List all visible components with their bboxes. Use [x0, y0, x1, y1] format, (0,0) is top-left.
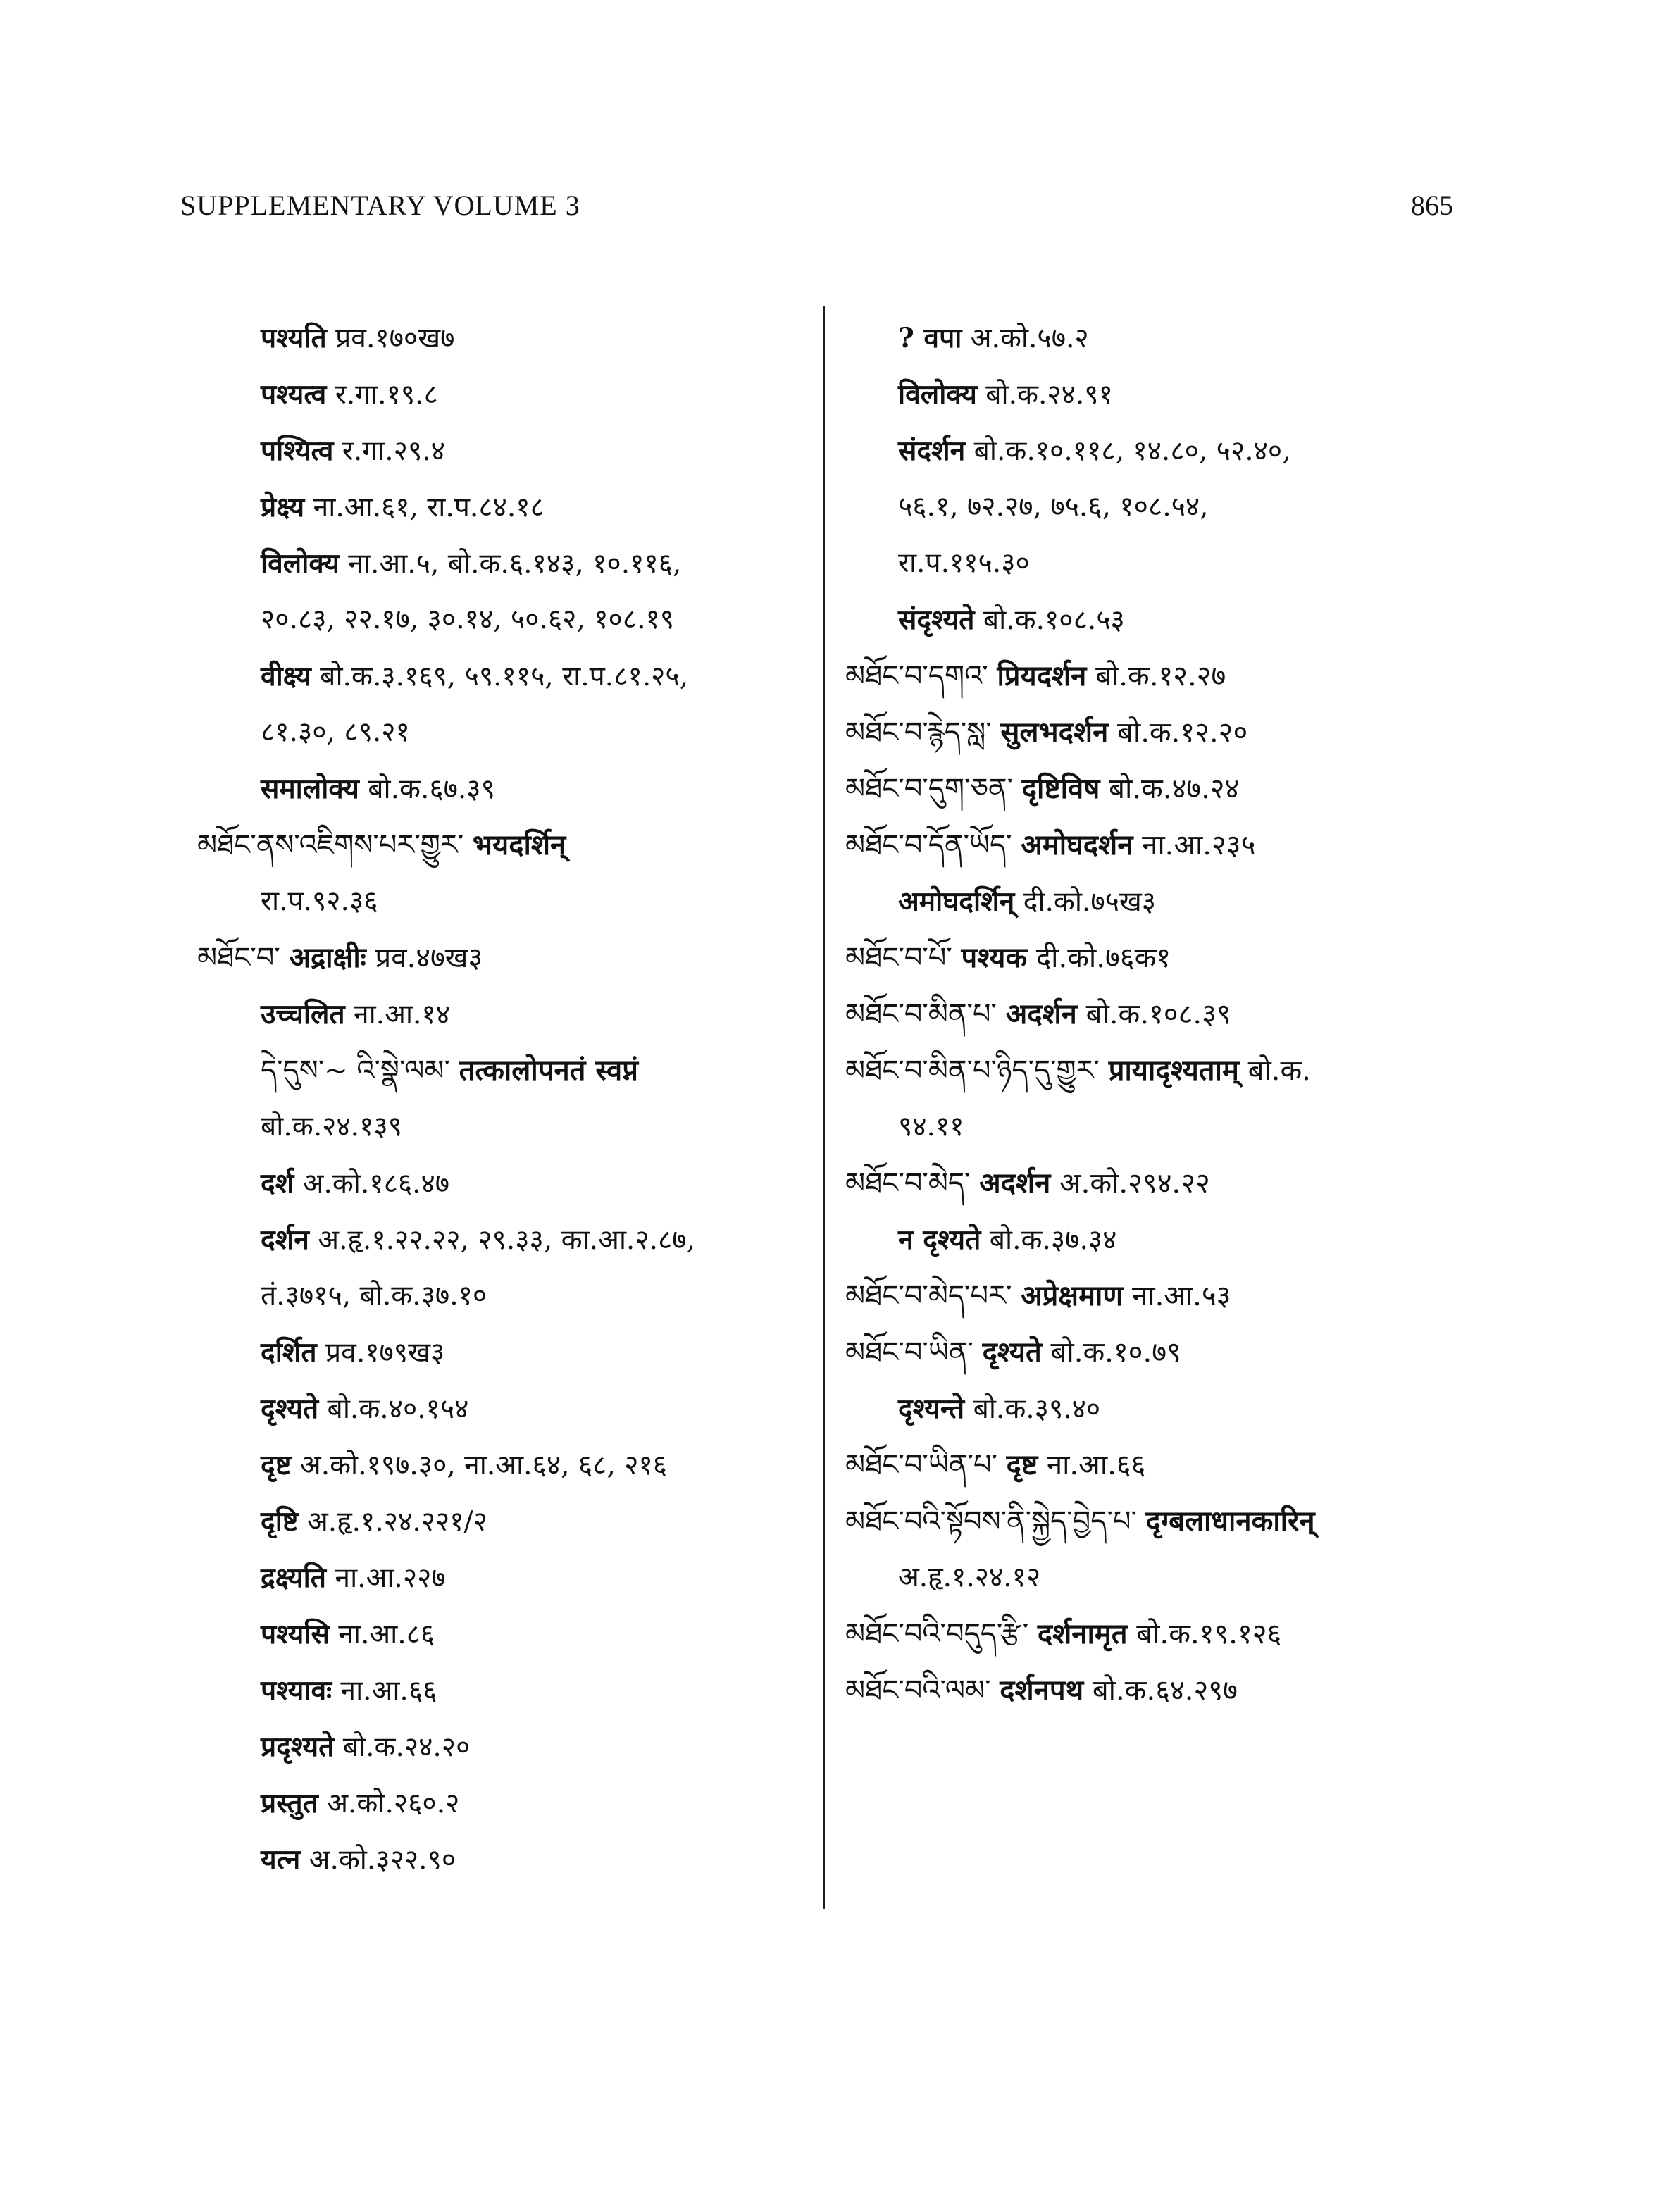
sanskrit-headword: समालोक्य [261, 773, 359, 805]
source-reference: बो.क.६४.२९७ [1092, 1674, 1238, 1707]
dictionary-entry [197, 704, 817, 761]
dictionary-entry [197, 310, 817, 366]
tibetan-headword: མཐོང་བ་ཡིན་ [845, 1336, 973, 1369]
tibetan-headword: མཐོང་བའི་བདུད་རྩི་ [845, 1618, 1029, 1650]
running-head: SUPPLEMENTARY VOLUME 3 [180, 189, 580, 221]
sanskrit-headword: दर्शनपथ [1000, 1674, 1084, 1707]
sanskrit-headword: अद्राक्षीः [289, 941, 366, 974]
page-number: 865 [1411, 189, 1453, 221]
tibetan-headword: མཐོང་བའི་ལམ་ [845, 1674, 991, 1707]
dictionary-entry [197, 423, 817, 479]
sanskrit-headword: पश्यावः [261, 1674, 332, 1707]
sanskrit-headword: प्रस्तुत [261, 1787, 318, 1819]
source-reference: अ.को.२६०.२ [327, 1788, 460, 1819]
source-reference: अ.को.२९४.२२ [1059, 1167, 1210, 1200]
source-reference: बो.क.१९.१२६ [1136, 1618, 1282, 1650]
source-reference: अ.को.५७.२ [970, 323, 1089, 354]
sanskrit-headword: सुलभदर्शन [1000, 716, 1109, 749]
dictionary-entry [197, 1493, 817, 1550]
source-reference: र.गा.१९.८ [335, 379, 438, 411]
dictionary-entry [845, 535, 1465, 592]
dictionary-entry [197, 1099, 817, 1155]
sanskrit-headword: दृश्यन्ते [898, 1393, 965, 1425]
sanskrit-headword: प्रेक्ष्य [261, 491, 305, 523]
tibetan-headword: མཐོང་བའི་སྟོབས་ནི་སྐྱེད་བྱེད་པ་ [845, 1505, 1137, 1538]
source-reference: बो.क.२४.१३९ [261, 1111, 402, 1143]
dictionary-entry [845, 704, 1465, 761]
dictionary-entry [845, 817, 1465, 873]
source-reference: दी.को.७६क१ [1035, 942, 1171, 974]
source-reference: बो.क.१०.७९ [1050, 1336, 1181, 1369]
source-reference: दी.को.७५ख३ [1023, 886, 1157, 918]
source-reference: प्रव.४७ख३ [375, 942, 483, 974]
tibetan-headword: མཐོང་བ་དུག་ཅན་ [845, 773, 1013, 805]
sanskrit-headword: उच्चलित [261, 998, 345, 1031]
source-reference: अ.को.१९७.३०, ना.आ.६४, ६८, २१६ [299, 1450, 668, 1481]
source-reference: ना.आ.२३५ [1142, 829, 1256, 861]
sanskrit-headword: पश्यसि [261, 1618, 330, 1650]
sanskrit-headword: दृष्ट [261, 1449, 292, 1481]
source-reference: ना.आ.८६ [338, 1619, 435, 1650]
dictionary-entry [197, 1550, 817, 1606]
dictionary-entry [845, 1212, 1465, 1268]
source-reference: अ.को.१८६.४७ [302, 1168, 450, 1200]
sanskrit-headword: प्रायादृश्यताम् [1108, 1054, 1239, 1087]
source-reference: ८१.३०, ८९.२१ [261, 716, 410, 748]
dictionary-entry [845, 1606, 1465, 1662]
sanskrit-headword: भयदर्शिन् [472, 828, 566, 861]
source-reference: ना.आ.१४ [354, 999, 450, 1031]
tibetan-headword: མཐོང་བ་དགའ་ [845, 660, 988, 692]
sanskrit-headword: ? वपा [898, 322, 962, 354]
sanskrit-headword: संदर्शन [898, 435, 966, 467]
sanskrit-headword: दर्श [261, 1167, 294, 1200]
source-reference: ना.आ.६६ [340, 1675, 437, 1707]
dictionary-entry [845, 930, 1465, 986]
source-reference: र.गा.२९.४ [342, 435, 445, 467]
column-divider [823, 306, 825, 1909]
tibetan-headword: མཐོང་བ་ [197, 942, 280, 974]
sanskrit-headword: दर्शित [261, 1336, 317, 1369]
dictionary-entry [197, 986, 817, 1042]
tibetan-headword: མཐོང་བ་མིན་པ་ [845, 998, 997, 1031]
sanskrit-headword: तत्कालोपनतं स्वप्नं [459, 1054, 638, 1087]
source-reference: बो.क.१०८.५३ [983, 604, 1125, 636]
source-reference: रा.प.११५.३० [898, 547, 1030, 579]
left-column [197, 310, 817, 1888]
sanskrit-headword: दर्शनामृत [1037, 1617, 1128, 1650]
dictionary-entry [845, 1268, 1465, 1324]
source-reference: बो.क.४०.१५४ [327, 1393, 469, 1425]
dictionary-entry [845, 986, 1465, 1042]
sanskrit-headword: द्रक्ष्यति [261, 1562, 327, 1594]
tibetan-headword: མཐོང་བ་མེད་པར་ [845, 1280, 1012, 1312]
source-reference: प्रव.१७९ख३ [325, 1337, 445, 1369]
dictionary-entry [197, 817, 817, 873]
source-reference: तं.३७१५, बो.क.३७.१० [261, 1280, 487, 1312]
dictionary-entry [845, 1662, 1465, 1719]
dictionary-entry [845, 310, 1465, 366]
sanskrit-headword: अमोघदर्शन [1021, 828, 1133, 861]
source-reference: अ.हृ.१.२४.२२१/२ [307, 1506, 487, 1538]
dictionary-entry [845, 592, 1465, 648]
source-reference: ५६.१, ७२.२७, ७५.६, १०८.५४, [898, 491, 1209, 523]
tibetan-headword: མཐོང་བ་རྙེད་སླ་ [845, 716, 992, 749]
sanskrit-headword: दृश्यते [261, 1393, 319, 1425]
sanskrit-headword: अमोघदर्शिन् [898, 885, 1015, 918]
dictionary-entry [845, 1550, 1465, 1606]
source-reference: अ.को.३२२.९० [309, 1844, 456, 1876]
source-reference: बो.क.१२.२० [1117, 716, 1248, 749]
source-reference: प्रव.१७०ख७ [335, 323, 455, 354]
dictionary-entry [197, 1042, 817, 1099]
source-reference: रा.प.९२.३६ [261, 885, 378, 917]
source-reference: बो.क. [1247, 1054, 1311, 1087]
sanskrit-headword: न दृश्यते [898, 1224, 981, 1256]
dictionary-entry [197, 648, 817, 704]
source-reference: बो.क.३७.३४ [989, 1224, 1117, 1256]
sanskrit-headword: पश्यित्व [261, 435, 334, 467]
tibetan-headword: མཐོང་བ་མེད་ [845, 1167, 971, 1200]
sanskrit-headword: दृष्ट [1006, 1448, 1038, 1481]
sanskrit-headword: पश्यत्व [261, 378, 327, 411]
source-reference: बो.क.२४.२० [342, 1731, 471, 1763]
dictionary-entry [845, 1437, 1465, 1493]
dictionary-entry [845, 1155, 1465, 1212]
dictionary-entry [845, 761, 1465, 817]
sanskrit-headword: संदृश्यते [898, 604, 975, 636]
dictionary-entry [197, 1662, 817, 1719]
sanskrit-headword: पश्यक [961, 941, 1028, 974]
dictionary-entry [197, 930, 817, 986]
dictionary-entry [197, 1324, 817, 1381]
source-reference: बो.क.३९.४० [973, 1393, 1101, 1425]
tibetan-headword: མཐོང་ནས་འཇིགས་པར་གྱུར་ [197, 829, 464, 861]
tibetan-headword: མཐོང་བ་ཡིན་པ་ [845, 1449, 997, 1481]
source-reference: बो.क.२४.९१ [985, 379, 1113, 411]
dictionary-entry [845, 1493, 1465, 1550]
source-reference: ना.आ.६६ [1046, 1449, 1146, 1481]
sanskrit-headword: दृष्टि [261, 1505, 299, 1538]
tibetan-headword: མཐོང་བ་དོན་ཡོད་ [845, 829, 1012, 861]
sanskrit-headword: यत्न [261, 1843, 301, 1876]
dictionary-entry [197, 592, 817, 648]
dictionary-entry [845, 1324, 1465, 1381]
sanskrit-headword: प्रदृश्यते [261, 1731, 335, 1763]
sanskrit-headword: अदर्शन [979, 1166, 1051, 1200]
source-reference: बो.क.३.१६९, ५९.११५, रा.प.८१.२५, [320, 661, 689, 692]
dictionary-entry [845, 479, 1465, 535]
tibetan-headword: མཐོང་བ་མིན་པ་ཉིད་དུ་གྱུར་ [845, 1054, 1100, 1087]
sanskrit-headword: अदर्शन [1005, 997, 1077, 1031]
source-reference: ना.आ.५, बो.क.६.१४३, १०.११६, [348, 548, 682, 580]
source-reference: ९४.११ [898, 1111, 964, 1143]
source-reference: २०.८३, २२.१७, ३०.१४, ५०.६२, १०८.१९ [261, 604, 675, 635]
source-reference: ना.आ.२२७ [335, 1562, 446, 1594]
source-reference: ना.आ.६१, रा.प.८४.१८ [313, 492, 545, 523]
sanskrit-headword: प्रियदर्शन [997, 659, 1087, 692]
dictionary-entry [197, 761, 817, 817]
dictionary-entry [845, 1381, 1465, 1437]
dictionary-entry [845, 1042, 1465, 1099]
sanskrit-headword: विलोक्य [898, 378, 977, 411]
dictionary-entry [197, 1831, 817, 1888]
dictionary-entry [845, 423, 1465, 479]
source-reference: अ.हृ.१.२२.२२, २९.३३, का.आ.२.८७, [318, 1224, 695, 1256]
dictionary-entry [197, 535, 817, 592]
sanskrit-headword: दृश्यते [982, 1336, 1042, 1369]
right-column [845, 310, 1465, 1719]
source-reference: बो.क.१०.११८, १४.८०, ५२.४०, [973, 435, 1291, 467]
dictionary-entry [197, 479, 817, 535]
dictionary-entry [845, 648, 1465, 704]
dictionary-entry [197, 1212, 817, 1268]
dictionary-entry [845, 366, 1465, 423]
dictionary-entry [197, 366, 817, 423]
source-reference: ना.आ.५३ [1132, 1280, 1231, 1312]
sanskrit-headword: वीक्ष्य [261, 660, 311, 692]
source-reference: बो.क.१२.२७ [1095, 660, 1226, 692]
dictionary-entry [197, 873, 817, 930]
sanskrit-headword: दृग्बलाधानकारिन् [1145, 1505, 1315, 1538]
dictionary-entry [197, 1381, 817, 1437]
source-reference: बो.क.१०८.३९ [1085, 998, 1231, 1031]
sanskrit-headword: दर्शन [261, 1224, 309, 1256]
dictionary-entry [845, 873, 1465, 930]
dictionary-entry [197, 1606, 817, 1662]
source-reference: बो.क.६७.३९ [368, 773, 495, 805]
dictionary-entry [197, 1775, 817, 1831]
sanskrit-headword: विलोक्य [261, 547, 340, 580]
tibetan-headword: མཐོང་བ་པོ་ [845, 942, 952, 974]
tibetan-headword: དེ་དུས་~ འི་སྣེ་ལམ་ [261, 1054, 450, 1087]
dictionary-entry [197, 1155, 817, 1212]
sanskrit-headword: अप्रेक्षमाण [1021, 1279, 1124, 1312]
dictionary-entry [197, 1268, 817, 1324]
sanskrit-headword: दृष्टिविष [1021, 772, 1100, 805]
source-reference: बो.क.४७.२४ [1109, 773, 1240, 805]
source-reference: अ.हृ.१.२४.१२ [898, 1562, 1041, 1593]
dictionary-entry [845, 1099, 1465, 1155]
dictionary-entry [197, 1719, 817, 1775]
dictionary-entry [197, 1437, 817, 1493]
sanskrit-headword: पश्यति [261, 322, 327, 354]
